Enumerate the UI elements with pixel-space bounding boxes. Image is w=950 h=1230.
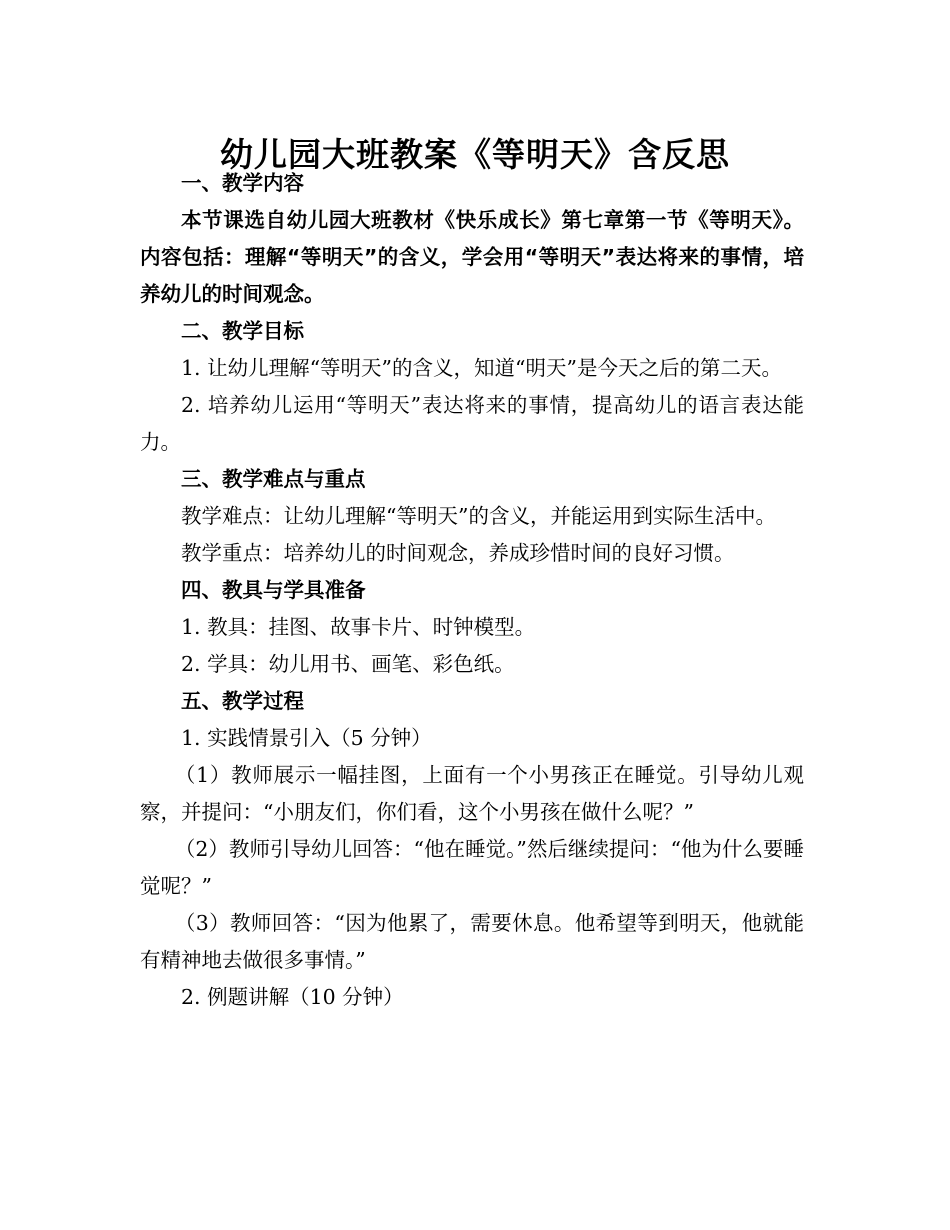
paragraph-step-1: 1. 实践情景引入（5 分钟） [181,726,432,750]
section-heading-materials: 四、教具与学具准备 [181,578,366,602]
paragraph-content-intro: 本节课选自幼儿园大班教材《快乐成长》第七章第一节《等明天》。内容包括：理解“等明天”的含义，学会用“等明天”表达将来的事情，培养幼儿的时间观念。 [140,208,804,306]
paragraph-learning-aids: 2. 学具：幼儿用书、画笔、彩色纸。 [181,652,515,676]
paragraph-difficulty: 教学难点：让幼儿理解“等明天”的含义，并能运用到实际生活中。 [181,504,776,528]
paragraph-step-1-2: （2）教师引导幼儿回答：“他在睡觉。”然后继续提问：“他为什么要睡觉呢？” [140,837,804,898]
document-title: 幼儿园大班教案《等明天》含反思 [220,135,730,175]
paragraph-goal-2: 2. 培养幼儿运用“等明天”表达将来的事情，提高幼儿的语言表达能力。 [140,393,804,454]
section-heading-goals: 二、教学目标 [181,319,304,343]
section-heading-content: 一、教学内容 [181,171,304,195]
paragraph-key-point: 教学重点：培养幼儿的时间观念，养成珍惜时间的良好习惯。 [181,541,735,565]
document-body [140,165,804,1016]
paragraph-goal-1: 1. 让幼儿理解“等明天”的含义，知道“明天”是今天之后的第二天。 [181,356,782,380]
paragraph-step-1-1: （1）教师展示一幅挂图，上面有一个小男孩正在睡觉。引导幼儿观察，并提问：“小朋友们，你们看，这个小男孩在做什么呢？” [140,763,804,824]
section-heading-difficulty: 三、教学难点与重点 [181,467,366,491]
paragraph-step-1-3: （3）教师回答：“因为他累了，需要休息。他希望等到明天，他就能有精神地去做很多事情。” [140,911,804,972]
paragraph-teaching-aids: 1. 教具：挂图、故事卡片、时钟模型。 [181,615,536,639]
paragraph-step-2: 2. 例题讲解（10 分钟） [181,985,404,1009]
section-heading-process: 五、教学过程 [181,689,304,713]
